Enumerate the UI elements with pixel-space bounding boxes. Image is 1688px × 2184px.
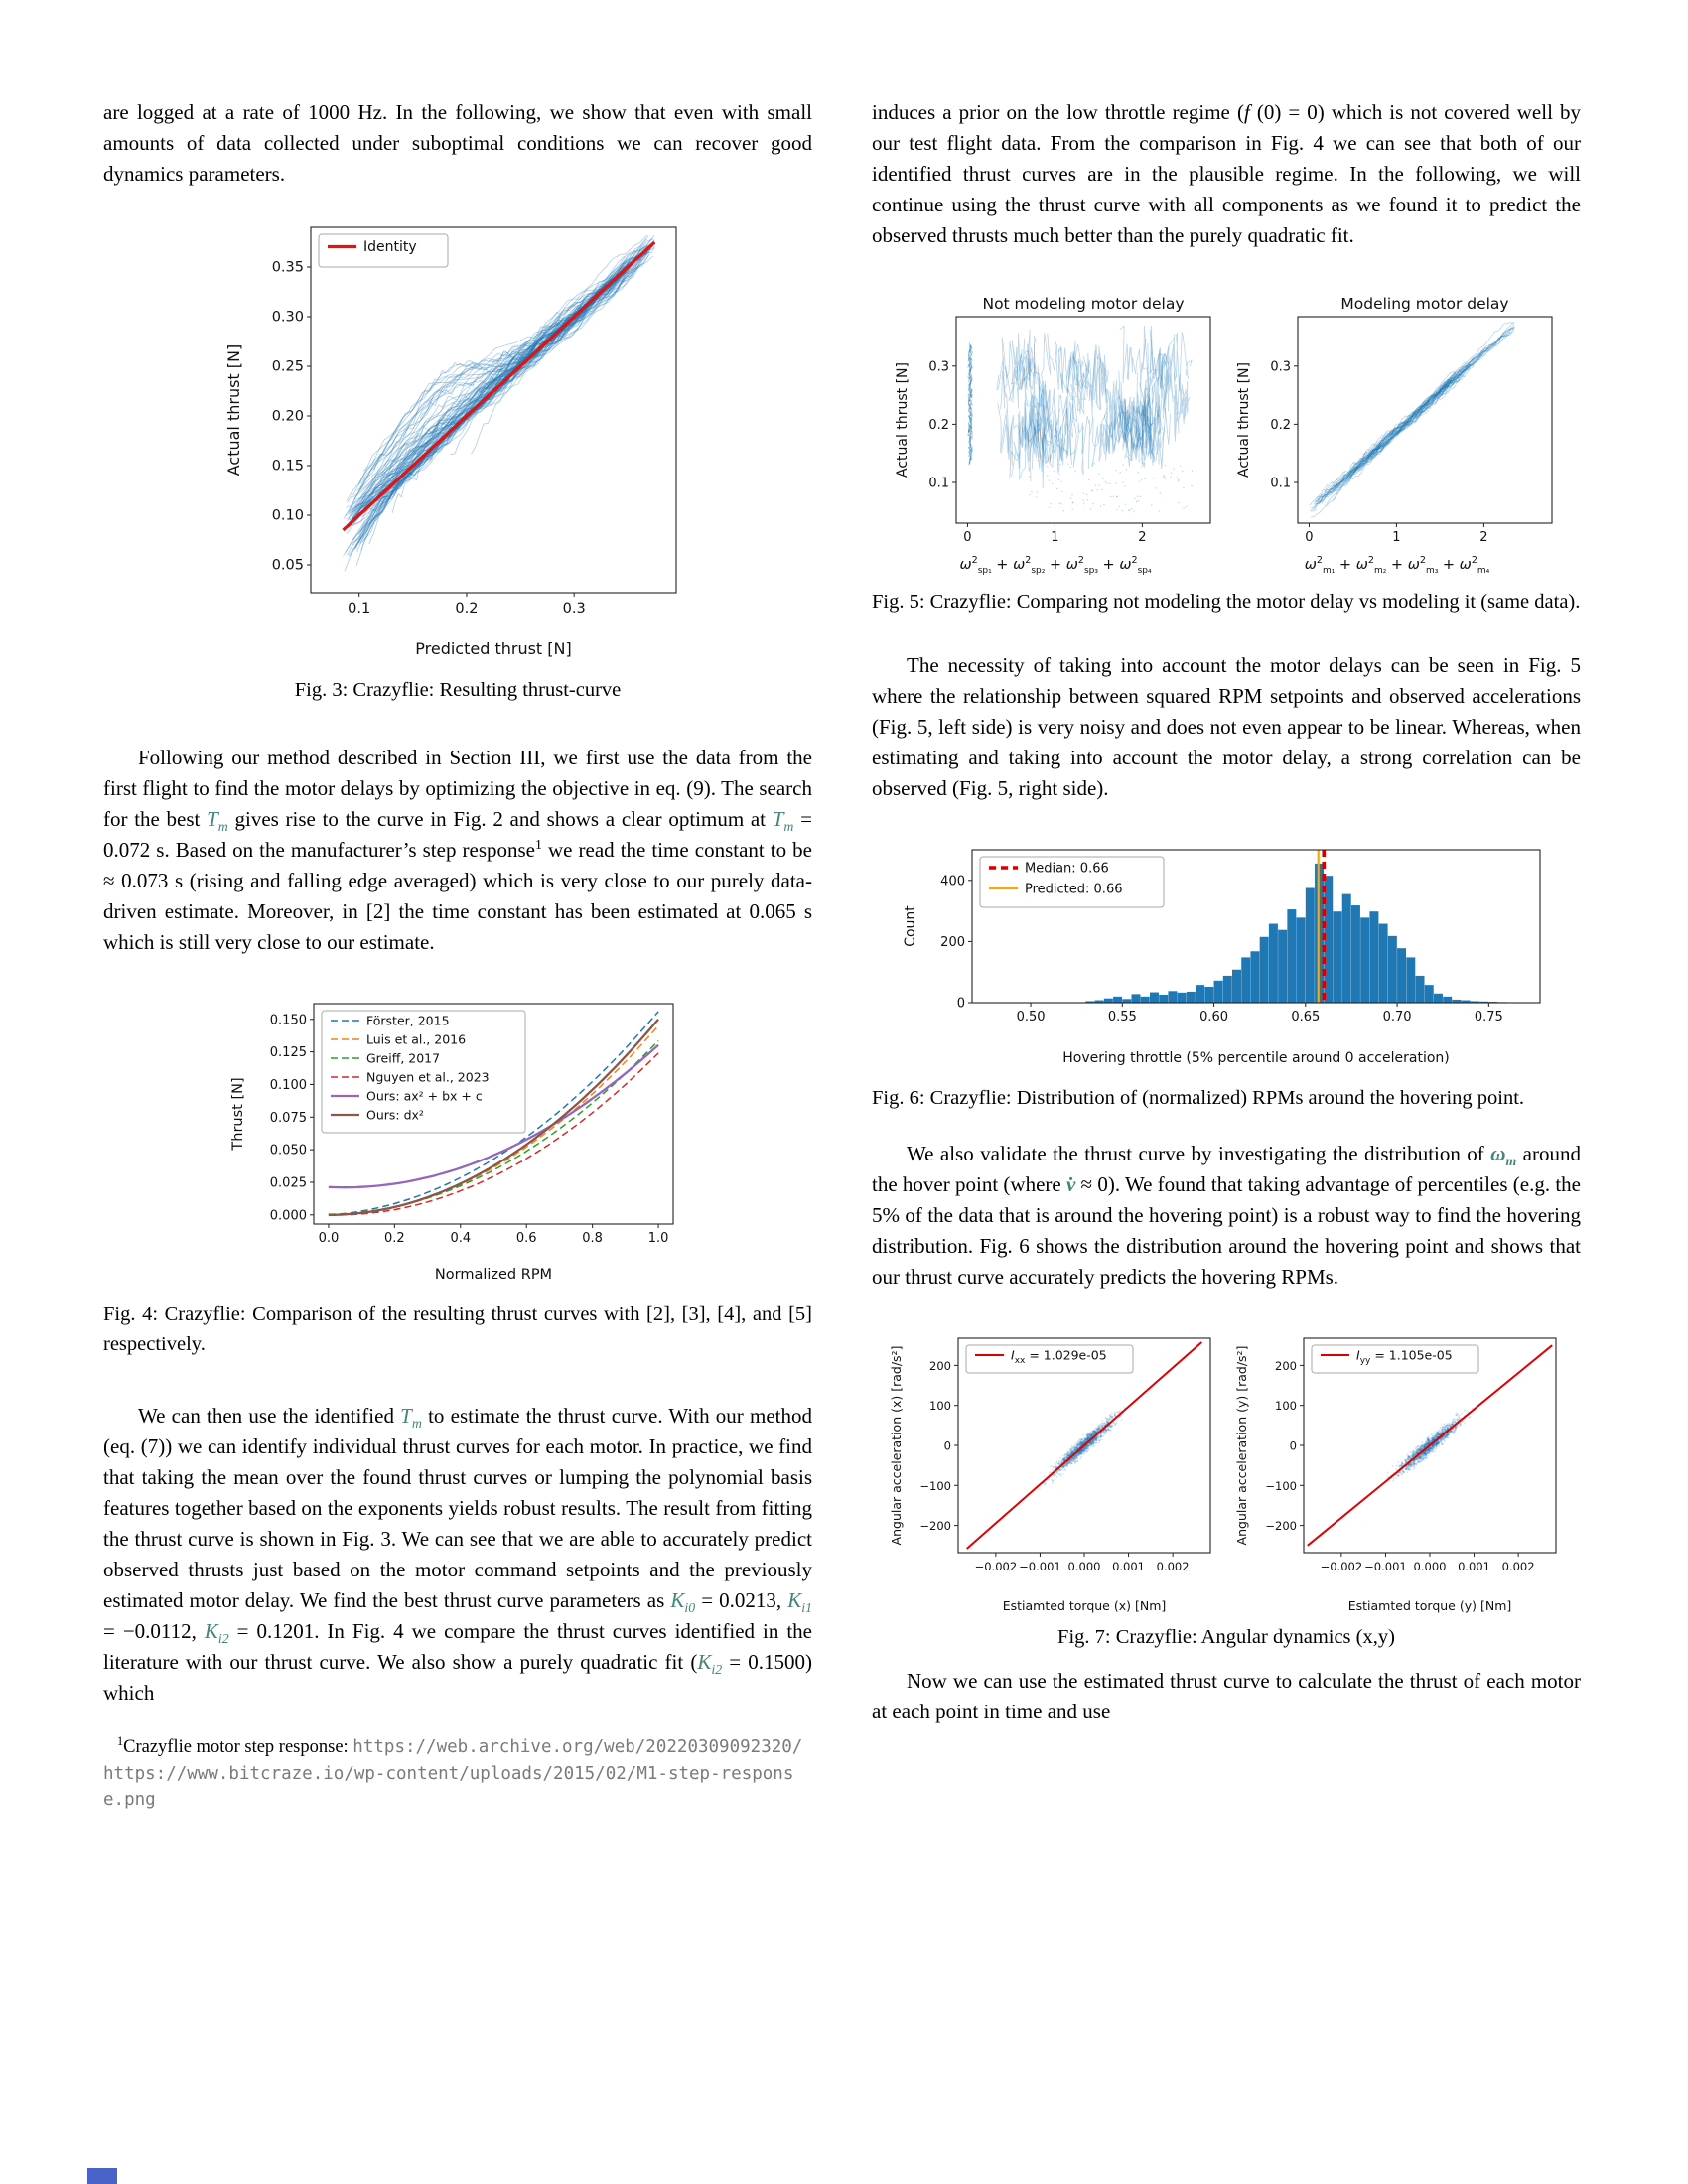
svg-text:0.100: 0.100 bbox=[269, 1077, 307, 1093]
svg-text:−0.002: −0.002 bbox=[974, 1560, 1018, 1573]
svg-text:0.001: 0.001 bbox=[1112, 1560, 1146, 1573]
fig5-modeling-chart bbox=[1232, 287, 1562, 553]
svg-text:Ixx = 1.029e-05: $I_{xx} = 1.029e-05$ bbox=[1011, 1347, 1107, 1366]
svg-text:0.8: 0.8 bbox=[582, 1231, 603, 1246]
svg-text:−0.002: −0.002 bbox=[1320, 1560, 1363, 1573]
link-artifact bbox=[87, 2168, 117, 2184]
svg-text:Not modeling motor delay: Not modeling motor delay bbox=[982, 295, 1185, 313]
svg-text:0: 0 bbox=[1289, 1438, 1297, 1453]
svg-text:Actual thrust [N]: Actual thrust [N] bbox=[1236, 362, 1252, 478]
svg-text:0.75: 0.75 bbox=[1474, 1010, 1503, 1024]
svg-text:−200: −200 bbox=[1265, 1519, 1297, 1534]
fig3-caption: Fig. 3: Crazyflie: Resulting thrust-curve bbox=[294, 679, 622, 701]
body-paragraph: Now we can use the estimated thrust curve to calculate the thrust of each motor at each point in time and use bbox=[872, 1669, 1581, 1723]
body-paragraph: We also validate the thrust curve by investigating the distribution of $\omega_m$ around the hover point (where v̇ ≈ 0). We found that taking advantage of percentiles (e.g. the 5% of the data that is around the hovering point) is a robust way to find the hovering distribution. Fig. 6 shows the distribution around the hovering point and shows that our thrust curve accurately predicts the hovering RPMs. bbox=[872, 1142, 1581, 1289]
svg-text:0.075: 0.075 bbox=[269, 1110, 307, 1126]
svg-text:Hovering throttle (5% percenti: Hovering throttle (5% percentile around 0 acceleration) bbox=[1062, 1050, 1450, 1066]
svg-text:0.000: 0.000 bbox=[269, 1208, 307, 1224]
svg-text:0.15: 0.15 bbox=[271, 458, 304, 475]
fig5-right-panel bbox=[1232, 287, 1562, 581]
svg-text:0.2: 0.2 bbox=[384, 1231, 405, 1246]
svg-text:0.3: 0.3 bbox=[562, 601, 586, 616]
svg-text:0.001: 0.001 bbox=[1458, 1560, 1491, 1573]
svg-text:Modeling motor delay: Modeling motor delay bbox=[1340, 295, 1509, 313]
fig6-caption: Fig. 6: Crazyflie: Distribution of (normalized) RPMs around the hovering point. bbox=[872, 1087, 1525, 1109]
svg-text:0: 0 bbox=[956, 996, 965, 1012]
footnote bbox=[103, 1734, 812, 1814]
svg-text:−0.001: −0.001 bbox=[1364, 1560, 1407, 1573]
svg-text:100: 100 bbox=[929, 1399, 951, 1414]
body-paragraph: are logged at a rate of 1000 Hz. In the following, we show that even with small amounts of data collected under suboptimal conditions we can recover good dynamics parameters. bbox=[103, 100, 812, 186]
svg-text:Estiamted torque (x) [Nm]: Estiamted torque (x) [Nm] bbox=[1002, 1598, 1167, 1613]
svg-text:0.10: 0.10 bbox=[271, 507, 304, 524]
svg-text:Predicted thrust [N]: Predicted thrust [N] bbox=[415, 639, 572, 658]
svg-text:−100: −100 bbox=[919, 1478, 951, 1493]
svg-text:0.150: 0.150 bbox=[269, 1013, 307, 1028]
svg-text:0.65: 0.65 bbox=[1291, 1010, 1321, 1024]
figure-4 bbox=[103, 992, 812, 1359]
fig7-caption: Fig. 7: Crazyflie: Angular dynamics (x,y) bbox=[1057, 1626, 1395, 1648]
svg-text:0.1: 0.1 bbox=[928, 476, 949, 491]
figure-6 bbox=[872, 836, 1581, 1113]
svg-text:0.1: 0.1 bbox=[348, 601, 371, 616]
svg-text:0.050: 0.050 bbox=[269, 1143, 307, 1159]
svg-text:100: 100 bbox=[1275, 1399, 1297, 1414]
fig4-caption: Fig. 4: Crazyflie: Comparison of the resulting thrust curves with [2], [3], [4], and [5] respectively. bbox=[103, 1303, 812, 1355]
svg-text:0.000: 0.000 bbox=[1067, 1560, 1101, 1573]
body-paragraph: induces a prior on the low throttle regime (f (0) = 0) which is not covered well by our test flight data. From the comparison in Fig. 4 we can see that both of our identified thrust curves are in the plausible regime. In the following, we will continue using the thrust curve with all components as we found it to predict the observed thrusts much better than the purely quadratic fit. bbox=[872, 100, 1581, 247]
svg-text:Ours: dx²: Ours: dx² bbox=[366, 1107, 424, 1123]
figure-5 bbox=[872, 287, 1581, 616]
svg-text:1.0: 1.0 bbox=[647, 1231, 669, 1246]
svg-text:Ours: ax² + bx + c: Ours: ax² + bx + c bbox=[366, 1088, 483, 1104]
svg-text:0.20: 0.20 bbox=[271, 408, 304, 425]
fig7-panels bbox=[872, 1314, 1581, 1616]
svg-text:0.2: 0.2 bbox=[455, 601, 479, 616]
svg-text:1: 1 bbox=[1392, 530, 1401, 545]
fig4-thrust-comparison-chart bbox=[224, 992, 691, 1285]
svg-text:0: 0 bbox=[943, 1438, 951, 1453]
svg-text:Angular acceleration (x) [rad/: Angular acceleration (x) [rad/s²] bbox=[889, 1345, 904, 1546]
svg-text:Luis et al., 2016: Luis et al., 2016 bbox=[366, 1031, 467, 1047]
svg-text:0: 0 bbox=[963, 530, 972, 545]
svg-text:0.4: 0.4 bbox=[450, 1231, 472, 1246]
footnote-text: Crazyflie motor step response: bbox=[123, 1737, 353, 1757]
fig5-left-panel bbox=[891, 287, 1220, 581]
svg-text:0.000: 0.000 bbox=[1413, 1560, 1447, 1573]
svg-text:0.002: 0.002 bbox=[1156, 1560, 1190, 1573]
fig5-panels bbox=[872, 287, 1581, 581]
svg-text:0.05: 0.05 bbox=[271, 557, 304, 574]
svg-text:Förster, 2015: Förster, 2015 bbox=[366, 1013, 450, 1028]
svg-text:1: 1 bbox=[1051, 530, 1059, 545]
svg-text:0.60: 0.60 bbox=[1199, 1010, 1229, 1024]
svg-text:0: 0 bbox=[1305, 530, 1314, 545]
fig5-left-xlabel: $\omega^2_{sp_1} + \omega^2_{sp_2} + \omega^2_{sp_3} + \omega^2_{sp_4}$ bbox=[959, 555, 1152, 576]
svg-text:Count: Count bbox=[903, 905, 918, 947]
svg-text:0.55: 0.55 bbox=[1107, 1010, 1137, 1024]
fig5-not-modeling-chart bbox=[891, 287, 1220, 553]
svg-text:0.025: 0.025 bbox=[269, 1175, 307, 1191]
svg-text:Thrust [N]: Thrust [N] bbox=[230, 1077, 246, 1151]
svg-text:2: 2 bbox=[1138, 530, 1147, 545]
body-paragraph: We can then use the identified $T_m$ to estimate the thrust curve. With our method (eq. (7)) we can identify individual thrust curves for each motor. In practice, we find that taking the mean over the found thrust curves or lumping the polynomial basis features together based on the exponents yields robust results. The result from fitting the thrust curve is shown in Fig. 3. We can see that we are able to accurately predict observed thrusts just based on the motor command setpoints and the previously estimated motor delay. We find the best thrust curve parameters as $K_{i0} = 0.0213$, $K_{i1} = -0.0112$, $K_{i2} = 0.1201$. In Fig. 4 we compare the thrust curves identified in the literature with our thrust curve. We also show a purely quadratic fit $(K_{i2} = 0.1500)$ which bbox=[103, 1404, 812, 1705]
right-column bbox=[872, 97, 1581, 1727]
svg-text:0.0: 0.0 bbox=[318, 1231, 340, 1246]
svg-text:0.50: 0.50 bbox=[1016, 1010, 1046, 1024]
svg-text:0.25: 0.25 bbox=[271, 358, 304, 375]
svg-text:Predicted: 0.66: Predicted: 0.66 bbox=[1025, 882, 1123, 897]
svg-text:−200: −200 bbox=[919, 1519, 951, 1534]
svg-text:Identity: Identity bbox=[363, 239, 417, 255]
svg-text:0.35: 0.35 bbox=[271, 259, 304, 276]
svg-text:Normalized RPM: Normalized RPM bbox=[434, 1267, 553, 1283]
footnote-url-link[interactable]: https://web.archive.org/web/20220309092320/https://www.bitcraze.io/wp-content/uploads/2015/02/M1-step-response.png bbox=[103, 1737, 803, 1810]
svg-text:0.30: 0.30 bbox=[271, 309, 304, 326]
svg-text:0.002: 0.002 bbox=[1501, 1560, 1535, 1573]
svg-text:0.3: 0.3 bbox=[1270, 359, 1291, 375]
fig5-caption: Fig. 5: Crazyflie: Comparing not modeling the motor delay vs modeling it (same data). bbox=[872, 591, 1581, 613]
svg-text:Greiff, 2017: Greiff, 2017 bbox=[366, 1050, 441, 1066]
svg-text:2: 2 bbox=[1479, 530, 1488, 545]
svg-text:0.2: 0.2 bbox=[1270, 417, 1291, 433]
svg-text:0.3: 0.3 bbox=[928, 359, 949, 375]
fig3-thrust-curve-chart bbox=[219, 211, 696, 660]
svg-text:0.70: 0.70 bbox=[1382, 1010, 1412, 1024]
fig7-angular-x-chart bbox=[887, 1314, 1220, 1616]
svg-text:200: 200 bbox=[1275, 1358, 1297, 1373]
svg-text:400: 400 bbox=[940, 874, 965, 889]
svg-text:200: 200 bbox=[940, 934, 965, 950]
body-paragraph: Following our method described in Section III, we first use the data from the first flight to find the motor delays by optimizing the objective in eq. (9). The search for the best $T_m$ gives rise to the curve in Fig. 2 and shows a clear optimum at $T_m = 0.072$ s. Based on the manufacturer’s step response$^1$ we read the time constant to be ≈ 0.073 s (rising and falling edge averaged) which is very close to our purely data-driven estimate. Moreover, in [2] the time constant has been estimated at 0.065 s which is still very close to our estimate. bbox=[103, 746, 812, 954]
svg-text:200: 200 bbox=[929, 1358, 951, 1373]
svg-text:0.125: 0.125 bbox=[269, 1045, 307, 1061]
fig7-angular-y-chart bbox=[1232, 1314, 1566, 1616]
svg-text:Actual thrust [N]: Actual thrust [N] bbox=[224, 343, 243, 477]
figure-3 bbox=[103, 211, 812, 705]
svg-text:Angular acceleration (y) [rad/: Angular acceleration (y) [rad/s²] bbox=[1234, 1345, 1249, 1546]
svg-text:Iyy = 1.105e-05: $I_{yy} = 1.105e-05$ bbox=[1356, 1347, 1453, 1366]
svg-text:0.6: 0.6 bbox=[515, 1231, 537, 1246]
figure-7 bbox=[872, 1314, 1581, 1652]
body-paragraph: The necessity of taking into account the motor delays can be seen in Fig. 5 where the relationship between squared RPM setpoints and observed accelerations (Fig. 5, left side) is very noisy and does not even appear to be linear. Whereas, when estimating and taking into account the motor delay, a strong correlation can be observed (Fig. 5, right side). bbox=[872, 653, 1581, 800]
svg-text:Estiamted torque (y) [Nm]: Estiamted torque (y) [Nm] bbox=[1347, 1598, 1512, 1613]
fig6-hover-histogram-chart bbox=[899, 836, 1554, 1068]
footnote-marker: 1 bbox=[117, 1733, 124, 1748]
left-column bbox=[103, 97, 812, 1814]
svg-text:0.1: 0.1 bbox=[1270, 476, 1291, 491]
svg-text:−0.001: −0.001 bbox=[1019, 1560, 1061, 1573]
svg-text:Median: 0.66: Median: 0.66 bbox=[1025, 861, 1109, 877]
fig5-right-xlabel: $\omega^2_{m_1} + \omega^2_{m_2} + \omega^2_{m_3} + \omega^2_{m_4}$ bbox=[1304, 555, 1490, 576]
svg-text:Actual thrust [N]: Actual thrust [N] bbox=[895, 362, 911, 478]
svg-text:Nguyen et al., 2023: Nguyen et al., 2023 bbox=[366, 1069, 490, 1085]
svg-text:0.2: 0.2 bbox=[928, 417, 949, 433]
svg-text:−100: −100 bbox=[1265, 1478, 1297, 1493]
